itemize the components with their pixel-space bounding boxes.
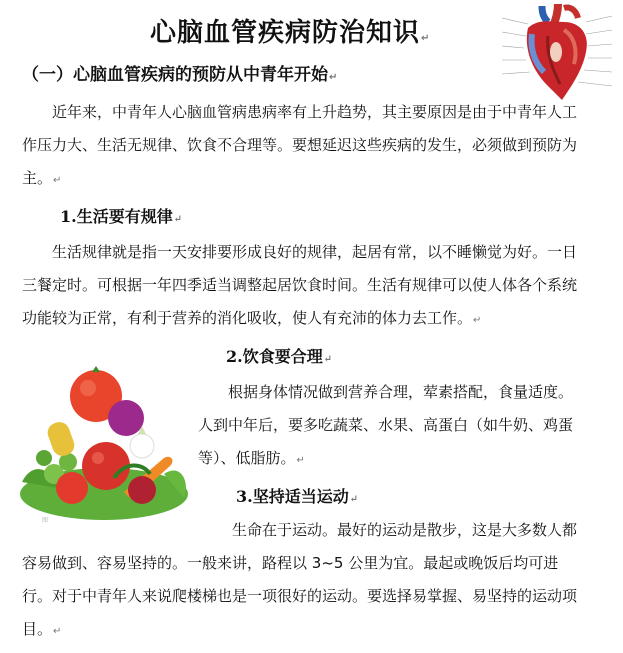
svg-text:图: 图 <box>42 517 49 524</box>
paragraph-mark: ↵ <box>173 214 183 225</box>
heading-regular-life <box>60 204 182 227</box>
page-title <box>150 12 430 49</box>
body-text: 生命在于运动。最好的运动是散步，这是大多数人都容易做到、容易坚持的。一般来讲，路程以 3~5 公里为宜。最起或晚饭后均可进行。对于中青年人来说爬楼梯也是一项很好的运动。要选择易掌握、易坚持的运动项目。 <box>22 521 578 638</box>
heading-diet <box>226 344 332 367</box>
paragraph-exercise <box>22 514 584 648</box>
title-text: 心脑血管疾病防治知识 <box>150 18 421 48</box>
body-text: 根据身体情况做到营养合理，荤素搭配，食量适度。人到中年后，要多吃蔬菜、水果、高蛋白（如牛奶、鸡蛋等）、低脂肪。 <box>198 383 574 467</box>
paragraph-mark: ↵ <box>473 315 482 326</box>
vegetables-image <box>14 362 192 530</box>
heading-text: 1.生活要有规律 <box>60 207 173 226</box>
heading-text: 3.坚持适当运动 <box>236 487 349 506</box>
paragraph-mark: ↵ <box>53 175 62 186</box>
body-text: 生活规律就是指一天安排要形成良好的规律，起居有常，以不睡懒觉为好。一日三餐定时。可根据一年四季适当调整起居饮食时间。生活有规律可以使人体各个系统功能较为正常，有利于营养的消化吸收，使人有充沛的体力去工作。 <box>22 243 578 327</box>
paragraph-regular-life <box>22 236 584 337</box>
section-heading-prevention <box>22 60 337 85</box>
heading-text: 2.饮食要合理 <box>226 347 323 366</box>
intro-paragraph <box>22 96 584 197</box>
intro-text: 近年来，中青年人心脑血管病患病率有上升趋势，其主要原因是由于中青年人工作压力大、生活无规律、饮食不合理等。要想延迟这些疾病的发生，必须做到预防为主。 <box>22 103 578 187</box>
paragraph-mark: ↵ <box>421 33 431 44</box>
paragraph-mark: ↵ <box>296 455 305 466</box>
subtitle-text: （一）心脑血管疾病的预防从中青年开始 <box>22 65 328 85</box>
paragraph-mark: ↵ <box>323 354 333 365</box>
paragraph-mark: ↵ <box>53 626 62 637</box>
paragraph-mark: ↵ <box>329 72 338 83</box>
heart-anatomy-image <box>498 2 616 102</box>
paragraph-diet <box>198 376 584 477</box>
paragraph-mark: ↵ <box>349 494 359 505</box>
heading-exercise <box>236 484 358 507</box>
